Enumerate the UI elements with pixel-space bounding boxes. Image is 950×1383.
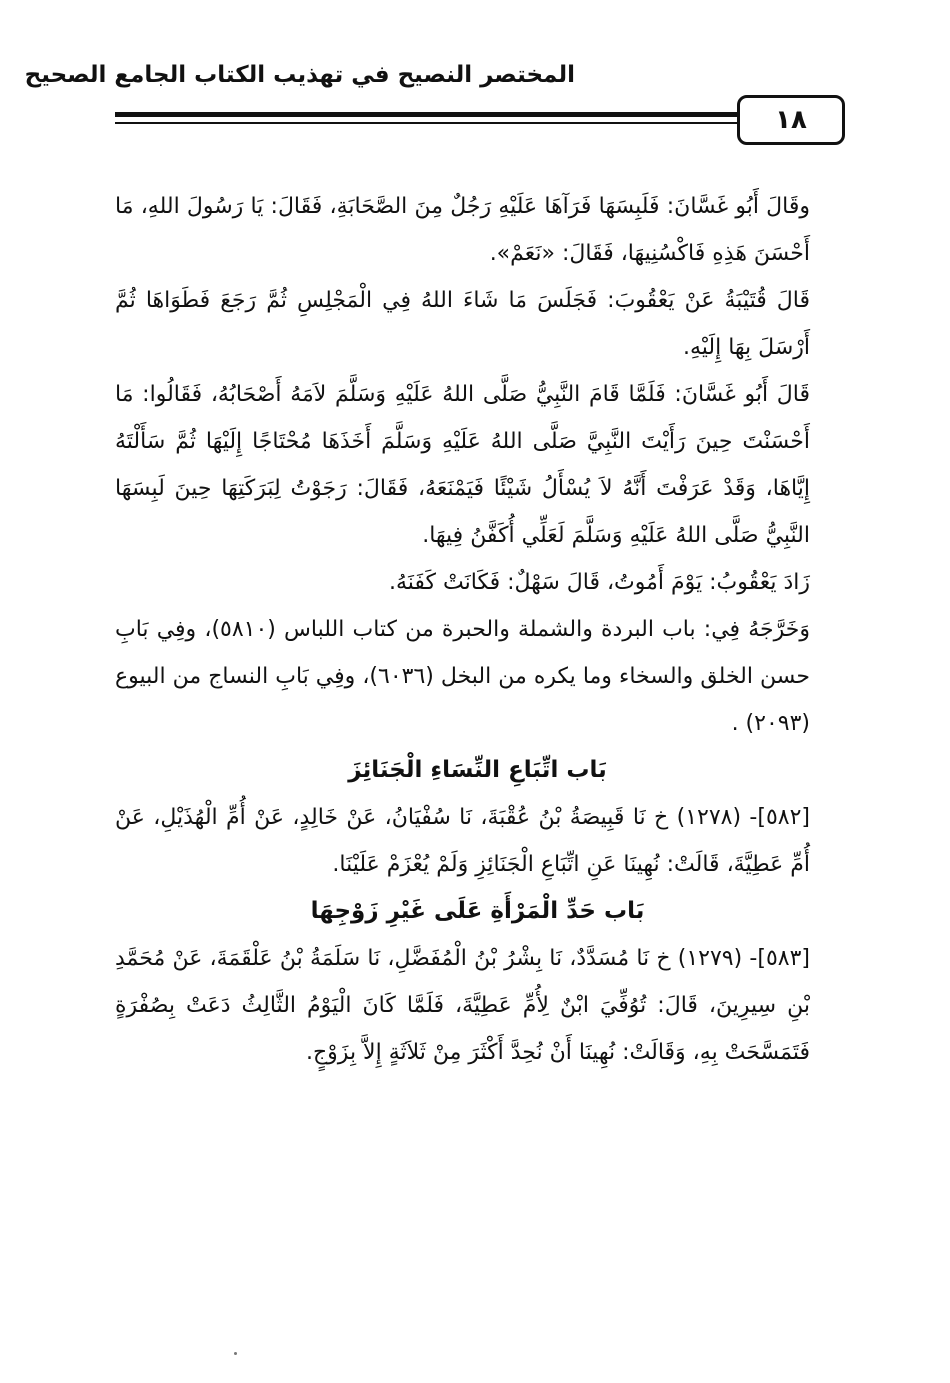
paragraph-2: قَالَ قُتَيْبَةُ عَنْ يَعْقُوبَ: فَجَلَسَ مَا شَاءَ اللهُ فِي الْمَجْلِسِ ثُمَّ رَجَعَ فَطَوَاهَا ثُمَّ أَرْسَلَ بِهَا إِلَيْهِ. <box>115 288 810 360</box>
running-head-title: المختصر النصيح في تهذيب الكتاب الجامع الصحيح <box>24 62 575 88</box>
hadith-582 <box>115 794 840 888</box>
hadith-number: [٥٨٢]- <box>749 805 810 830</box>
hadith-number: [٥٨٣]- <box>749 946 810 971</box>
header-rule-thin <box>115 122 737 124</box>
paragraph-5: وَخَرَّجَهُ فِي: باب البردة والشملة والحبرة من كتاب اللباس (٥٨١٠)، وفِي بَابِ حسن الخلق والسخاء وما يكره من البخل (٦٠٣٦)، وفِي بَابِ النساج من البيوع (٢٠٩٣) . <box>115 617 810 736</box>
main-text <box>115 183 840 1076</box>
hadith-583 <box>115 935 840 1076</box>
page-number-box <box>737 95 845 145</box>
hadith-text: (١٢٧٩) خ نَا مُسَدَّدٌ، نَا بِشْرُ بْنُ الْمُفَضَّلِ، نَا سَلَمَةُ بْنُ عَلْقَمَةَ، عَنْ مُحَمَّدِ بْنِ سِيرِينَ، قَالَ: تُوُفِّيَ ابْنٌ لِأُمِّ عَطِيَّةَ، فَلَمَّا كَانَ الْيَوْمُ الثَّالِثُ دَعَتْ بِصُفْرَةٍ فَتَمَسَّحَتْ بِهِ، وَقَالَتْ: نُهِينَا أَنْ نُحِدَّ أَكْثَرَ مِنْ ثَلاَثَةٍ إِلاَّ بِزَوْجٍ. <box>115 946 810 1065</box>
paragraph-1: وقَالَ أَبُو غَسَّانَ: فَلَبِسَهَا فَرَآهَا عَلَيْهِ رَجُلٌ مِنَ الصَّحَابَةِ، فَقَالَ: يَا رَسُولَ اللهِ، مَا أَحْسَنَ هَذِهِ فَاكْسُنِيهَا، فَقَالَ: «نَعَمْ». <box>115 194 810 266</box>
scan-dot <box>234 1352 237 1355</box>
chapter-title-2: بَاب حَدِّ الْمَرْأَةِ عَلَى غَيْرِ زَوْجِهَا <box>310 898 645 924</box>
paragraph-4: زَادَ يَعْقُوبُ: يَوْمَ أَمُوتُ، قَالَ سَهْلٌ: فَكَانَتْ كَفَنَهُ. <box>389 570 810 595</box>
page-number: ١٨ <box>775 105 807 135</box>
header-rule-thick <box>115 112 737 117</box>
hadith-text: (١٢٧٨) خ نَا قَبِيصَةُ بْنُ عُقْبَةَ، نَا سُفْيَانُ، عَنْ خَالِدٍ، عَنْ أُمِّ الْهُذَيْلِ، عَنْ أُمِّ عَطِيَّةَ، قَالَتْ: نُهِينَا عَنِ اتِّبَاعِ الْجَنَائِزِ وَلَمْ يُعْزَمْ عَلَيْنَا. <box>115 805 810 877</box>
paragraph-3: قَالَ أَبُو غَسَّانَ: فَلَمَّا قَامَ النَّبِيُّ صَلَّى اللهُ عَلَيْهِ وَسَلَّمَ لاَمَهُ أَصْحَابُهُ، فَقَالُوا: مَا أَحْسَنْتَ حِينَ رَأَيْتَ النَّبِيَّ صَلَّى اللهُ عَلَيْهِ وَسَلَّمَ أَخَذَهَا مُحْتَاجًا إِلَيْهَا ثُمَّ سَأَلْتَهُ إِيَّاهَا، وَقَدْ عَرَفْتَ أَنَّهُ لاَ يُسْأَلُ شَيْئًا فَيَمْنَعَهُ، فَقَالَ: رَجَوْتُ لِبَرَكَتِهَا حِينَ لَبِسَهَا النَّبِيُّ صَلَّى اللهُ عَلَيْهِ وَسَلَّمَ لَعَلِّي أُكَفَّنُ فِيهَا. <box>115 382 810 548</box>
chapter-title-1: بَاب اتِّبَاعِ النِّسَاءِ الْجَنَائِزَ <box>348 757 607 783</box>
